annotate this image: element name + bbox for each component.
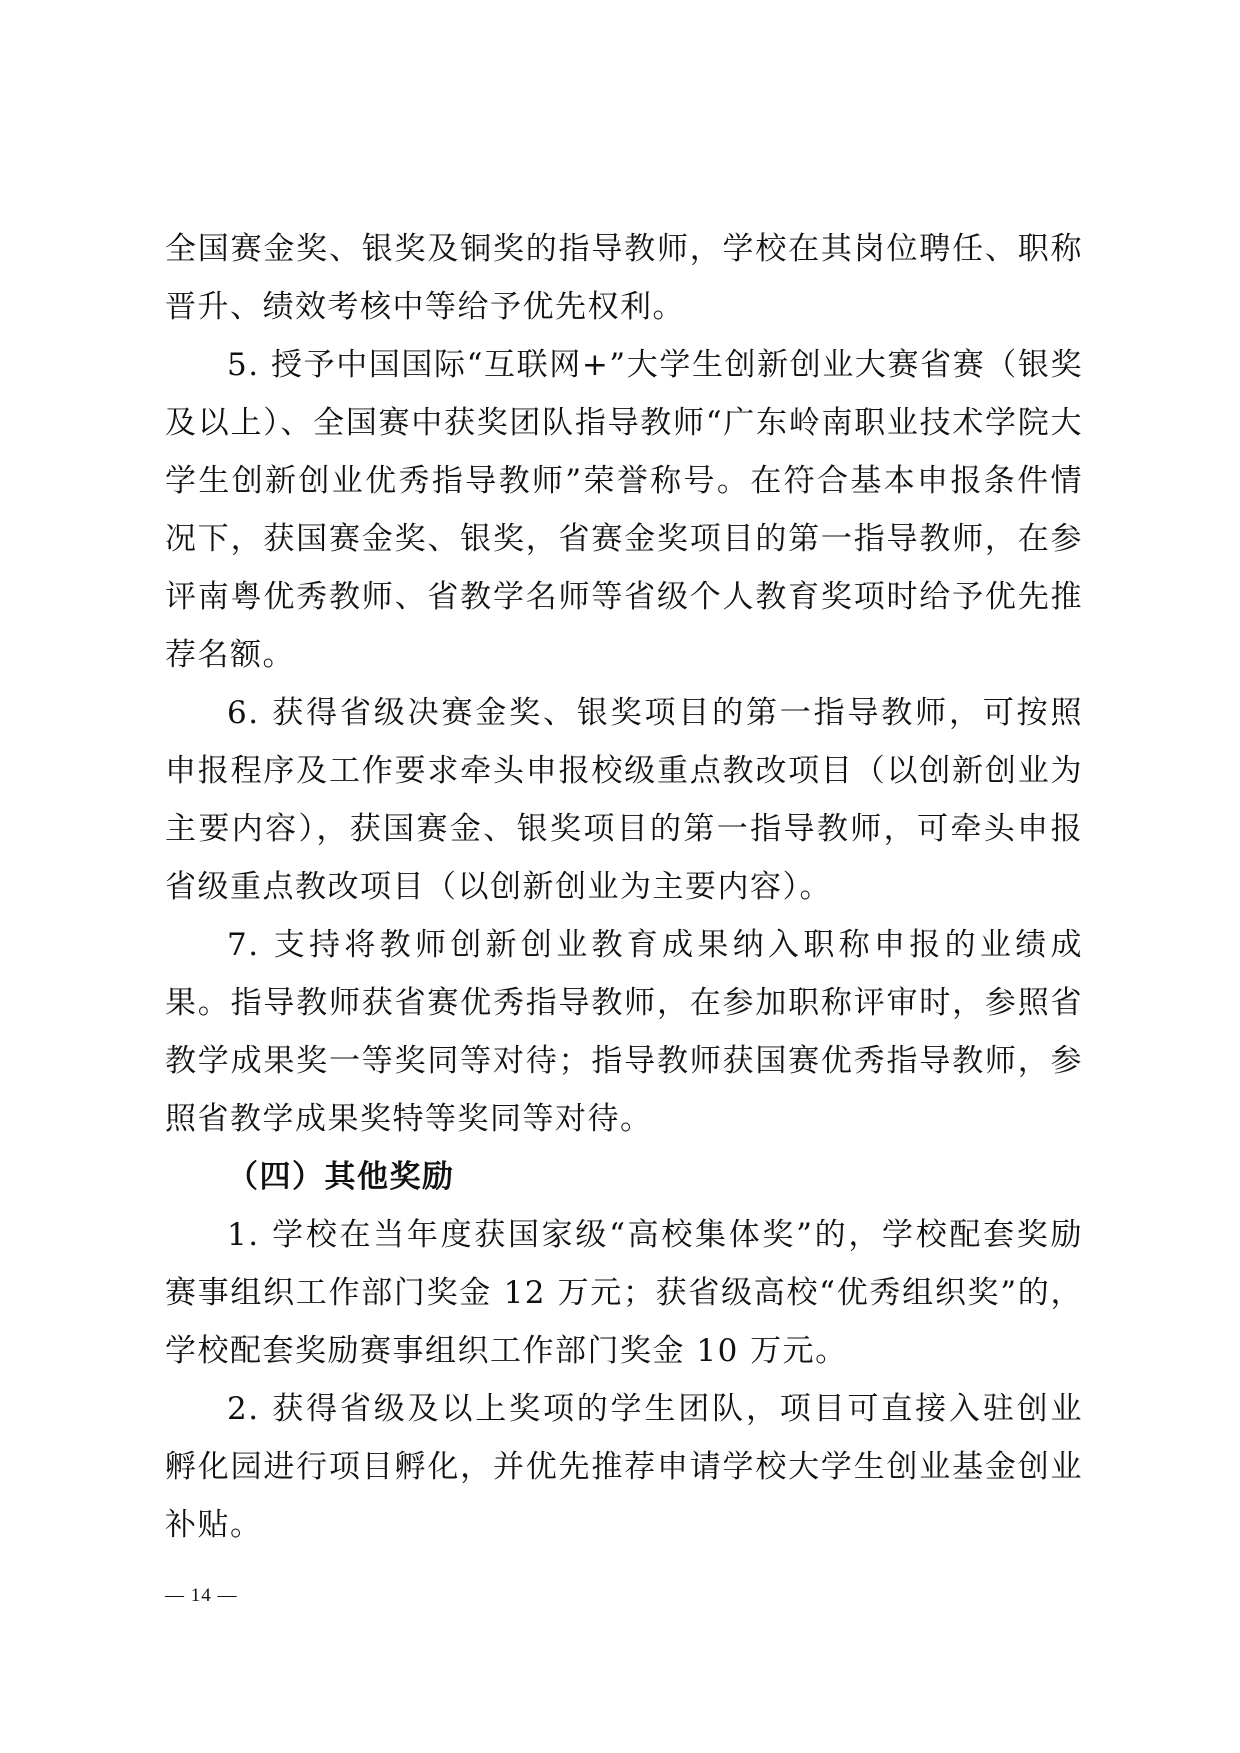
paragraph-item-5: 5. 授予中国国际“互联网+”大学生创新创业大赛省赛（银奖及以上）、全国赛中获奖团队指导教师“广东岭南职业技术学院大学生创新创业优秀指导教师”荣誉称号。在符合基本申报条件情况下，获国赛金奖、银奖，省赛金奖项目的第一指导教师，在参评南粤优秀教师、省教学名师等省级个人教育奖项时给予优先推荐名额。 <box>165 347 1083 673</box>
page-number: — 14 — <box>165 1585 238 1606</box>
document-body <box>165 220 1083 1554</box>
section-heading: （四）其他奖励 <box>227 1159 455 1195</box>
paragraph-item-7: 7. 支持将教师创新创业教育成果纳入职称申报的业绩成果。指导教师获省赛优秀指导教师，在参加职称评审时，参照省教学成果奖一等奖同等对待；指导教师获国赛优秀指导教师，参照省教学成果奖特等奖同等对待。 <box>165 927 1083 1137</box>
paragraph-item-6: 6. 获得省级决赛金奖、银奖项目的第一指导教师，可按照申报程序及工作要求牵头申报校级重点教改项目（以创新创业为主要内容），获国赛金、银奖项目的第一指导教师，可牵头申报省级重点教改项目（以创新创业为主要内容）。 <box>165 695 1083 905</box>
paragraph-continuation: 全国赛金奖、银奖及铜奖的指导教师，学校在其岗位聘任、职称晋升、绩效考核中等给予优先权利。 <box>165 231 1083 325</box>
paragraph-other-2: 2. 获得省级及以上奖项的学生团队，项目可直接入驻创业孵化园进行项目孵化，并优先推荐申请学校大学生创业基金创业补贴。 <box>165 1391 1083 1543</box>
paragraph-other-1: 1. 学校在当年度获国家级“高校集体奖”的，学校配套奖励赛事组织工作部门奖金 12 万元；获省级高校“优秀组织奖”的，学校配套奖励赛事组织工作部门奖金 10 万元。 <box>165 1217 1083 1369</box>
